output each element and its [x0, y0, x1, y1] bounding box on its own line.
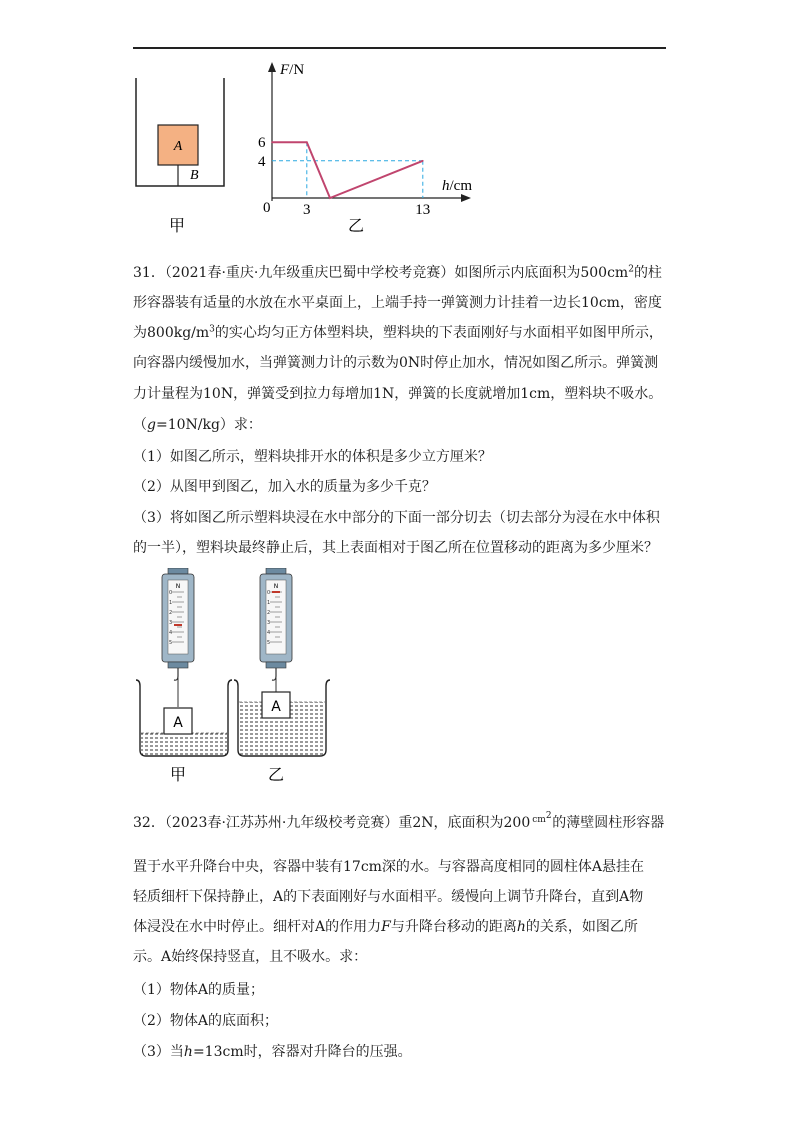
scale-bottom-left	[168, 662, 188, 668]
q31-line6-g: g	[147, 417, 156, 433]
q31-line6-b: =10N/kg）求：	[155, 417, 262, 433]
origin-label: 0	[263, 200, 271, 216]
header-rule	[133, 47, 666, 49]
q31-line3-b: 的实心均匀正方体塑料块，塑料块的下表面刚好与水面相平如图甲所示，	[214, 325, 663, 341]
water-left	[141, 733, 227, 755]
q31-sub2: （2）从图甲到图乙，加入水的质量为多少千克？	[133, 479, 436, 495]
figure-mid	[130, 568, 360, 793]
x-axis-arrow	[461, 194, 471, 202]
beaker-right	[234, 680, 330, 756]
x-axis-label-var: h	[442, 178, 450, 194]
x-tick-13: 13	[415, 202, 431, 218]
spring-scale-left	[162, 568, 194, 707]
data-point-3	[422, 160, 424, 162]
spring-scale-right	[260, 568, 292, 692]
q31-line1-a: （2021春·重庆·九年级重庆巴蜀中学校考竞赛）如图所示内底面积为500cm	[164, 265, 629, 281]
y-tick-4: 4	[258, 153, 266, 170]
container-diagram	[136, 78, 224, 186]
q32-sub3-h: h	[183, 1044, 193, 1060]
x-axis-label	[442, 178, 472, 194]
figure-top	[130, 58, 490, 243]
series-line	[272, 142, 423, 198]
q32-number: 32．	[133, 815, 165, 831]
scale-pointer-left	[174, 624, 182, 626]
q32-line4-F: F	[381, 919, 391, 935]
q32-line1	[133, 812, 664, 832]
q32-line2: 置于水平升降台中央，容器中装有17cm深的水。与容器高度相同的圆柱体A悬挂在	[133, 859, 645, 875]
block-a-label: A	[173, 139, 183, 154]
scale-left-num-2: 2	[169, 610, 173, 616]
scale-cap-left	[168, 568, 188, 574]
q32-line4	[133, 916, 638, 936]
scale-left-num-5: 5	[169, 640, 173, 646]
q32-sub1: （1）物体A的质量；	[133, 982, 265, 998]
x-axis-label-unit: /cm	[449, 178, 472, 194]
q31-sub3-b: 的一半），塑料块最终静止后，其上表面相对于图乙所在位置移动的距离为多少厘米？	[133, 540, 658, 556]
q31-line3-sup: 3	[209, 324, 215, 335]
caption-jia-mid: 甲	[170, 765, 187, 784]
q32-line1-unit	[532, 811, 552, 825]
q32-line1-unit-cm: cm	[532, 815, 546, 825]
scale-left-num-1: 1	[169, 600, 173, 606]
scale-right-num-1: 1	[267, 600, 271, 606]
scale-cap-right	[266, 568, 286, 574]
caption-yi-mid: 乙	[268, 765, 285, 784]
scale-right-num-3: 3	[267, 620, 271, 626]
block-a-right-label: A	[271, 699, 281, 715]
q32-line3: 轻质细杆下保持静止，A的下表面刚好与水面相平。缓慢向上调节升降台，直到A物	[133, 889, 644, 905]
q31-number: 31．	[133, 265, 165, 281]
x-tick-3: 3	[303, 202, 311, 218]
q32-line4-a: 体浸没在水中时停止。细杆对A的作用力	[133, 919, 382, 935]
q31-line1-b: 的柱	[633, 265, 662, 281]
scale-left-num-4: 4	[169, 630, 173, 636]
q31-line4: 向容器内缓慢加水，当弹簧测力计的示数为0N时停止加水，情况如图乙所示。弹簧测	[133, 355, 659, 371]
q32-sub3-a: （3）当	[133, 1044, 184, 1060]
scale-right-num-5: 5	[267, 640, 271, 646]
data-point-2	[329, 197, 331, 199]
scale-left-num-0: 0	[169, 590, 173, 596]
q32-sub3	[133, 1041, 412, 1061]
scale-hook-left	[174, 668, 178, 680]
scale-hook-right	[272, 668, 276, 680]
q31-line6	[133, 414, 262, 434]
scale-unit-left: N	[175, 583, 181, 590]
q32-line5: 示。A始终保持竖直，且不吸水。求：	[133, 949, 368, 965]
scale-right-num-4: 4	[267, 630, 271, 636]
q32-sub3-eq: =13	[192, 1044, 223, 1060]
q32-line1-sup: 2	[545, 811, 552, 821]
caption-jia-top: 甲	[169, 216, 186, 235]
q32-line1-a: （2023春·江苏苏州·九年级校考竞赛）重2N，底面积为200	[164, 815, 531, 831]
q32-line1-b: 的薄壁圆柱形容器	[552, 815, 665, 831]
beaker-left	[136, 680, 232, 756]
scale-unit-right: N	[273, 583, 279, 590]
q31-line3-a: 为800kg/m	[133, 325, 210, 341]
scale-pointer-right	[272, 591, 280, 593]
q31-line1-sup: 2	[628, 264, 634, 275]
y-axis-label-unit: /N	[289, 62, 305, 78]
q31-line5: 力计量程为10N，弹簧受到拉力每增加1N，弹簧的长度就增加1cm，塑料块不吸水。	[133, 386, 663, 402]
block-a-left-label: A	[173, 715, 183, 731]
q31-line6-a: （	[133, 417, 147, 433]
q32-line4-c: 的关系，如图乙所	[525, 919, 638, 935]
y-axis-label	[279, 62, 304, 78]
q32-line4-h: h	[516, 919, 526, 935]
rod-b-label: B	[190, 168, 199, 183]
scale-right-num-2: 2	[267, 610, 271, 616]
q31-line2: 形容器装有适量的水放在水平桌面上，上端手持一弹簧测力计挂着一边长10cm，密度	[133, 295, 662, 311]
scale-left-num-3: 3	[169, 620, 173, 626]
q31-sub3-a: （3）将如图乙所示塑料块浸在水中部分的下面一部分切去（切去部分为浸在水中体积	[133, 510, 660, 526]
scale-bottom-right	[266, 662, 286, 668]
q32-line4-b: 与升降台移动的距离	[390, 919, 517, 935]
caption-yi-top: 乙	[348, 216, 365, 235]
y-axis-arrow	[268, 62, 276, 72]
y-tick-6: 6	[258, 135, 266, 152]
y-axis-label-var: F	[280, 62, 290, 78]
q32-sub2: （2）物体A的底面积；	[133, 1013, 279, 1029]
data-point-1	[306, 141, 308, 143]
q31-line1	[133, 262, 662, 282]
scale-right-num-0: 0	[267, 590, 271, 596]
q31-line3	[133, 322, 663, 342]
data-point-0	[271, 141, 273, 143]
q32-sub3-b: cm时，容器对升降台的压强。	[222, 1044, 412, 1060]
f-h-chart	[258, 62, 472, 218]
q31-sub1: （1）如图乙所示，塑料块排开水的体积是多少立方厘米？	[133, 449, 492, 465]
